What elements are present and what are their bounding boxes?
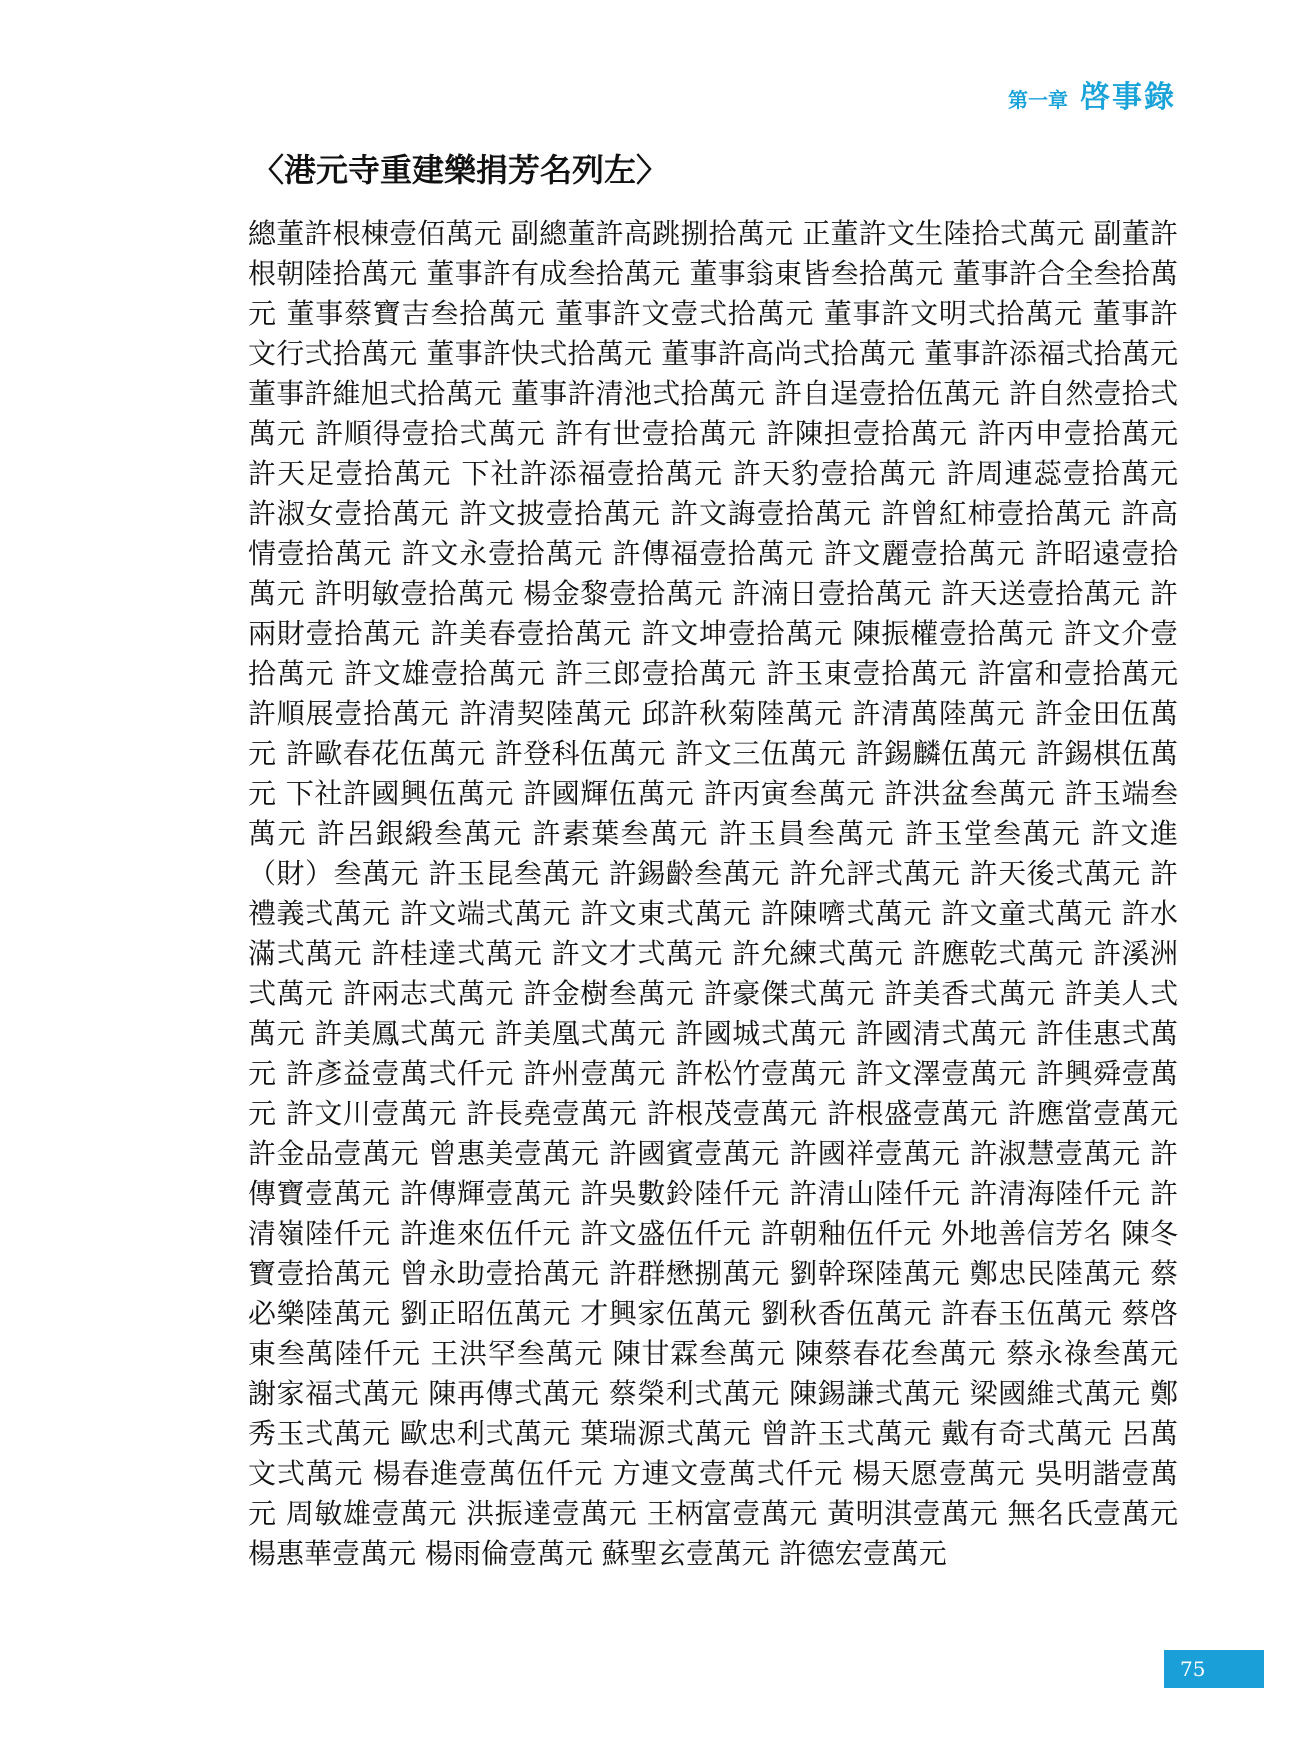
- section-title: 〈港元寺重建樂捐芳名列左〉: [252, 151, 669, 189]
- page-number-tab: [1164, 1650, 1264, 1688]
- donor-list-text: 總董許根棟壹佰萬元 副總董許高跳捌拾萬元 正董許文生陸拾弍萬元 副董許根朝陸拾萬元 董事許有成叁拾萬元 董事翁東皆叁拾萬元 董事許合全叁拾萬元 董事蔡寶吉叁拾萬元 董事許文壹弍拾萬元 董事許文明弍拾萬元 董事許文行弍拾萬元 董事許快弍拾萬元 董事許高尚弍拾萬元 董事許添福弍拾萬元 董事許維旭弍拾萬元 董事許清池弍拾萬元 許自逞壹拾伍萬元 許自然壹拾弍萬元 許順得壹拾弍萬元 許有世壹拾萬元 許陳担壹拾萬元 許丙申壹拾萬元 許天足壹拾萬元 下社許添福壹拾萬元 許天豹壹拾萬元 許周連蕊壹拾萬元 許淑女壹拾萬元 許文披壹拾萬元 許文誨壹拾萬元 許曾紅柿壹拾萬元 許高情壹拾萬元 許文永壹拾萬元 許傳福壹拾萬元 許文麗壹拾萬元 許昭遠壹拾萬元 許明敏壹拾萬元 楊金黎壹拾萬元 許湳日壹拾萬元 許天送壹拾萬元 許兩財壹拾萬元 許美春壹拾萬元 許文坤壹拾萬元 陳振權壹拾萬元 許文介壹拾萬元 許文雄壹拾萬元 許三郎壹拾萬元 許玉東壹拾萬元 許富和壹拾萬元 許順展壹拾萬元 許清契陸萬元 邱許秋菊陸萬元 許清萬陸萬元 許金田伍萬元 許歐春花伍萬元 許登科伍萬元 許文三伍萬元 許錫麟伍萬元 許錫棋伍萬元 下社許國興伍萬元 許國輝伍萬元 許丙寅叁萬元 許洪盆叁萬元 許玉端叁萬元 許呂銀緞叁萬元 許素葉叁萬元 許玉員叁萬元 許玉堂叁萬元 許文進（財）叁萬元 許玉昆叁萬元 許錫齡叁萬元 許允評弍萬元 許天後弍萬元 許禮義弍萬元 許文端弍萬元 許文東弍萬元 許陳嚌弍萬元 許文童弍萬元 許水滿弍萬元 許桂達弍萬元 許文才弍萬元 許允練弍萬元 許應乾弍萬元 許溪洲弍萬元 許兩志弍萬元 許金樹叁萬元 許豪傑弍萬元 許美香弍萬元 許美人弍萬元 許美鳳弍萬元 許美凰弍萬元 許國城弍萬元 許國清弍萬元 許佳惠弍萬元 許彥益壹萬弍仟元 許州壹萬元 許松竹壹萬元 許文澤壹萬元 許興舜壹萬元 許文川壹萬元 許長堯壹萬元 許根茂壹萬元 許根盛壹萬元 許應當壹萬元 許金品壹萬元 曾惠美壹萬元 許國賓壹萬元 許國祥壹萬元 許淑慧壹萬元 許傳寶壹萬元 許傳輝壹萬元 許吳數鈴陸仟元 許清山陸仟元 許清海陸仟元 許清嶺陸仟元 許進來伍仟元 許文盛伍仟元 許朝釉伍仟元 外地善信芳名 陳冬寶壹拾萬元 曾永助壹拾萬元 許群懋捌萬元 劉幹琛陸萬元 鄭忠民陸萬元 蔡必樂陸萬元 劉正昭伍萬元 才興家伍萬元 劉秋香伍萬元 許春玉伍萬元 蔡啓東叁萬陸仟元 王洪罕叁萬元 陳甘霖叁萬元 陳蔡春花叁萬元 蔡永祿叁萬元 謝家福弍萬元 陳再傳弍萬元 蔡榮利弍萬元 陳錫謙弍萬元 梁國維弍萬元 鄭秀玉弍萬元 歐忠利弍萬元 葉瑞源弍萬元 曾許玉弍萬元 戴有奇弍萬元 呂萬文弍萬元 楊春進壹萬伍仟元 方連文壹萬弍仟元 楊天愿壹萬元 吳明諧壹萬元 周敏雄壹萬元 洪振達壹萬元 王柄富壹萬元 黃明淇壹萬元 無名氏壹萬元 楊惠華壹萬元 楊雨倫壹萬元 蘇聖玄壹萬元 許德宏壹萬元: [248, 217, 1178, 1570]
- chapter-label: 第一章: [1008, 88, 1068, 112]
- chapter-title: 啓事錄: [1080, 80, 1176, 115]
- chapter-header: [1008, 72, 1176, 116]
- page-number: 75: [1180, 1657, 1206, 1681]
